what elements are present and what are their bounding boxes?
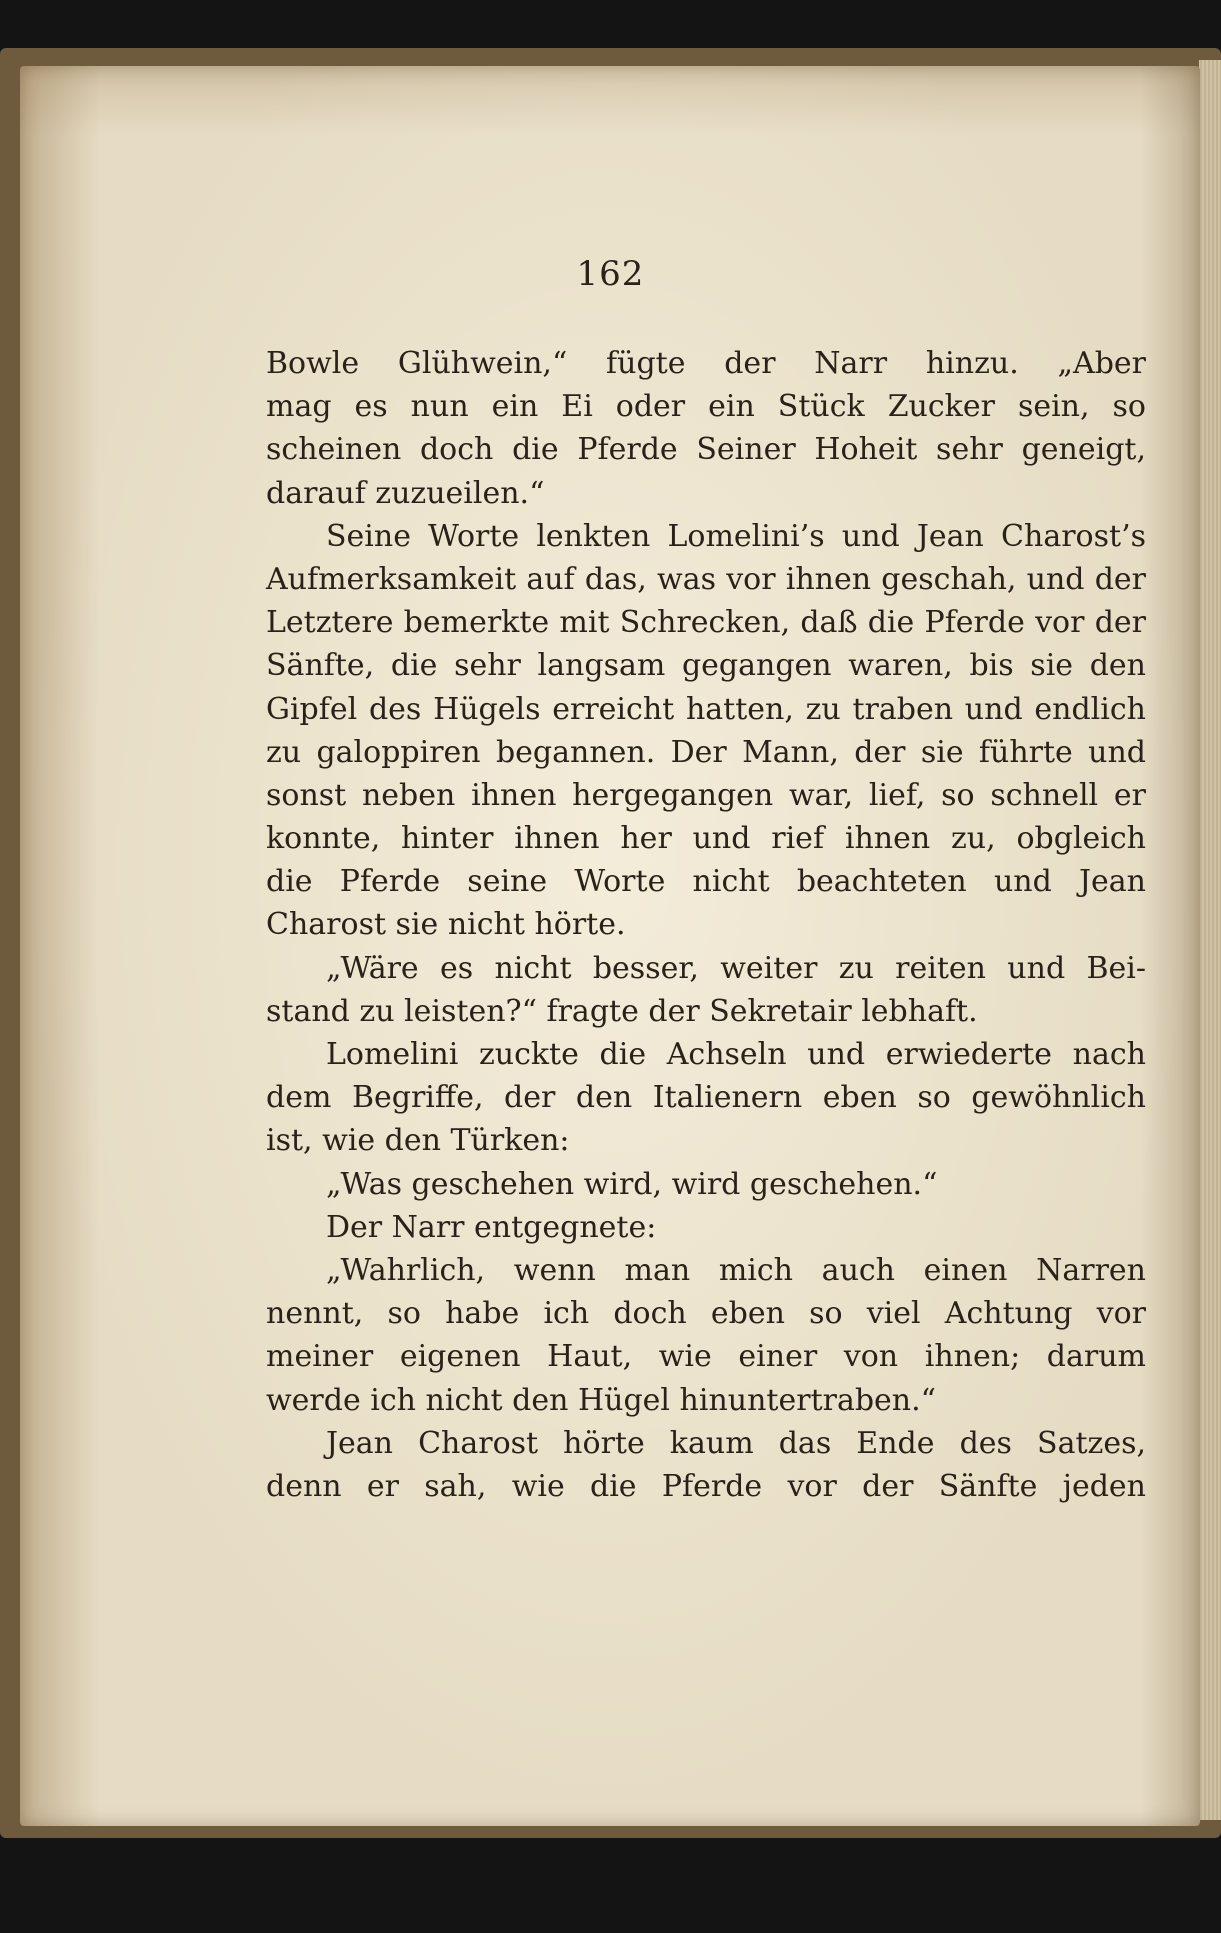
text-line: darauf zuzueilen.“ xyxy=(266,475,545,511)
text-line: Bowle Glühwein,“ fügte der Narr hinzu. „Aber xyxy=(266,346,1146,381)
text-line: sonst neben ihnen hergegangen war, lief, so schnell er xyxy=(266,777,1146,813)
text-line: Gipfel des Hügels erreicht hatten, zu traben und endlich xyxy=(266,691,1146,727)
text-line: „Wahrlich, wenn man mich auch einen Narren xyxy=(326,1252,1146,1288)
text-line: stand zu leisten?“ fragte der Sekretair lebhaft. xyxy=(266,993,978,1029)
text-line: ist, wie den Türken: xyxy=(266,1123,570,1159)
text-line: scheinen doch die Pferde Seiner Hoheit sehr geneigt, xyxy=(266,432,1146,468)
text-line: dem Begriffe, der den Italienern eben so gewöhnlich xyxy=(266,1080,1146,1116)
text-line: werde ich nicht den Hügel hinuntertraben.“ xyxy=(266,1382,937,1418)
page-number: 162 xyxy=(576,254,645,294)
text-line: nennt, so habe ich doch eben so viel Achtung vor xyxy=(266,1296,1146,1332)
text-line: „Was geschehen wird, wird geschehen.“ xyxy=(326,1166,938,1202)
text-line: Der Narr entgegnete: xyxy=(326,1209,657,1245)
text-line: Charost sie nicht hörte. xyxy=(266,907,626,943)
text-line: die Pferde seine Worte nicht beachteten und Jean xyxy=(266,864,1146,900)
text-line: Seine Worte lenkten Lomelini’s und Jean Charost’s xyxy=(326,518,1146,554)
text-line: Jean Charost hörte kaum das Ende des Satzes, xyxy=(326,1425,1146,1461)
text-line: denn er sah, wie die Pferde vor der Sänfte jeden xyxy=(266,1468,1146,1504)
text-line: Sänfte, die sehr langsam gegangen waren, bis sie den xyxy=(266,648,1146,684)
body-text xyxy=(266,342,1146,1508)
text-line: zu galoppiren begannen. Der Mann, der sie führte und xyxy=(266,734,1146,770)
page-edges xyxy=(1199,60,1221,1820)
text-line: „Wäre es nicht besser, weiter zu reiten und Bei- xyxy=(326,950,1146,986)
text-line: meiner eigenen Haut, wie einer von ihnen; darum xyxy=(266,1339,1146,1375)
text-line: Aufmerksamkeit auf das, was vor ihnen geschah, und der xyxy=(266,561,1146,597)
text-line: Lomelini zuckte die Achseln und erwiederte nach xyxy=(326,1037,1146,1072)
text-line: Letztere bemerkte mit Schrecken, daß die Pferde vor der xyxy=(266,605,1146,641)
text-line: mag es nun ein Ei oder ein Stück Zucker sein, so xyxy=(266,389,1146,425)
text-line: konnte, hinter ihnen her und rief ihnen zu, obgleich xyxy=(266,821,1146,857)
